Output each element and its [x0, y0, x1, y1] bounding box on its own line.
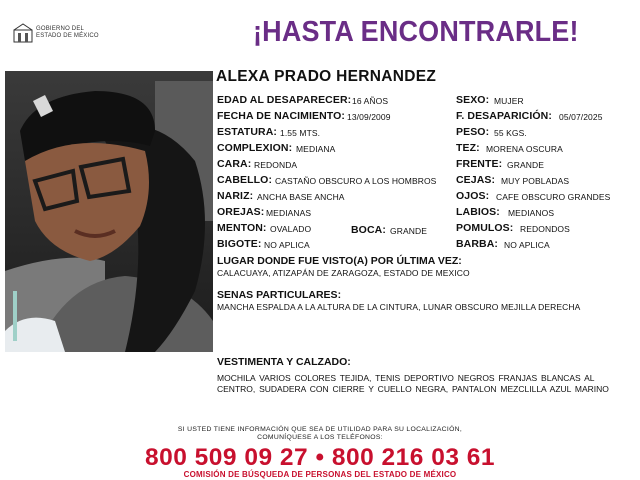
pomulos-label: POMULOS:	[456, 222, 514, 234]
ojos-value: CAFE OBSCURO GRANDES	[496, 192, 611, 202]
cabello-label: CABELLO:	[217, 174, 273, 186]
cabello-value: CASTAÑO OBSCURO A LOS HOMBROS	[275, 176, 437, 186]
labios-value: MEDIANOS	[508, 208, 555, 218]
person-name: ALEXA PRADO HERNANDEZ	[216, 68, 437, 85]
complexion-label: COMPLEXION:	[217, 142, 293, 154]
cejas-value: MUY POBLADAS	[501, 176, 570, 186]
nariz-label: NARIZ:	[217, 190, 254, 202]
barba-value: NO APLICA	[504, 240, 550, 250]
tez-value: MORENA OSCURA	[486, 144, 563, 154]
desaparicion-label: F. DESAPARICIÓN:	[456, 110, 552, 122]
sexo-value: MUJER	[494, 96, 524, 106]
menton-label: MENTON:	[217, 222, 267, 234]
missing-person-photo	[5, 71, 213, 352]
estatura-value: 1.55 MTS.	[280, 128, 321, 138]
footer-note-line-2: COMUNÍQUESE A LOS TELÉFONOS:	[257, 434, 383, 441]
frente-value: GRANDE	[507, 160, 544, 170]
sexo-label: SEXO:	[456, 94, 490, 106]
footer-note-line-1: SI USTED TIENE INFORMACIÓN QUE SEA DE UTILIDAD PARA SU LOCALIZACIÓN,	[177, 426, 463, 433]
barba-label: BARBA:	[456, 238, 499, 250]
senas-label: SENAS PARTICULARES:	[217, 289, 342, 301]
commission-name: COMISIÓN DE BÚSQUEDA DE PERSONAS DEL ESTADO DE MÉXICO	[183, 470, 457, 479]
cara-label: CARA:	[217, 158, 252, 170]
cara-value: REDONDA	[254, 160, 298, 170]
pomulos-value: REDONDOS	[520, 224, 570, 234]
peso-label: PESO:	[456, 126, 490, 138]
vestimenta-value: MOCHILA VARIOS COLORES TEJIDA, TENIS DEPORTIVO NEGROS FRANJAS BLANCAS AL CENTRO, SUDADERA CON CIERRE Y CUELLO NEGRA, PANTALON MEZCLILLA AZUL MARINO	[217, 373, 609, 394]
cejas-label: CEJAS:	[456, 174, 496, 186]
labios-label: LABIOS:	[456, 206, 500, 218]
edad-label: EDAD AL DESAPARECER:	[217, 94, 352, 106]
nacimiento-value: 13/09/2009	[347, 112, 391, 122]
estatura-label: ESTATURA:	[217, 126, 278, 138]
menton-value: OVALADO	[270, 224, 312, 234]
state-seal-icon	[12, 22, 34, 44]
vestimenta-label: VESTIMENTA Y CALZADO:	[217, 356, 351, 368]
peso-value: 55 KGS.	[494, 128, 527, 138]
headline: ¡HASTA ENCONTRARLE!	[253, 16, 579, 48]
phone-numbers: 800 509 09 27 • 800 216 03 61	[144, 444, 496, 471]
footer-note	[0, 426, 640, 442]
portrait-illustration	[5, 71, 213, 352]
nacimiento-label: FECHA DE NACIMIENTO:	[217, 110, 345, 122]
government-logo	[12, 22, 122, 44]
boca-label: BOCA:	[351, 224, 386, 236]
ojos-label: OJOS:	[456, 190, 490, 202]
bigote-label: BIGOTE:	[217, 238, 262, 250]
last-seen-value: CALACUAYA, ATIZAPÁN DE ZARAGOZA, ESTADO DE MEXICO	[217, 268, 470, 278]
last-seen-label: LUGAR DONDE FUE VISTO(A) POR ÚLTIMA VEZ:	[217, 255, 462, 267]
complexion-value: MEDIANA	[296, 144, 336, 154]
tez-label: TEZ:	[456, 142, 480, 154]
edad-value: 16 AÑOS	[352, 96, 389, 106]
logo-line-1: GOBIERNO DEL	[36, 26, 85, 32]
logo-line-2: ESTADO DE MÉXICO	[36, 33, 99, 39]
bigote-value: NO APLICA	[264, 240, 310, 250]
desaparicion-value: 05/07/2025	[559, 112, 603, 122]
orejas-value: MEDIANAS	[266, 208, 312, 218]
senas-value: MANCHA ESPALDA A LA ALTURA DE LA CINTURA, LUNAR OBSCURO MEJILLA DERECHA	[217, 302, 581, 312]
frente-label: FRENTE:	[456, 158, 503, 170]
orejas-label: OREJAS:	[217, 206, 265, 218]
nariz-value: ANCHA BASE ANCHA	[257, 192, 345, 202]
logo-text	[36, 26, 99, 40]
boca-value: GRANDE	[390, 226, 427, 236]
